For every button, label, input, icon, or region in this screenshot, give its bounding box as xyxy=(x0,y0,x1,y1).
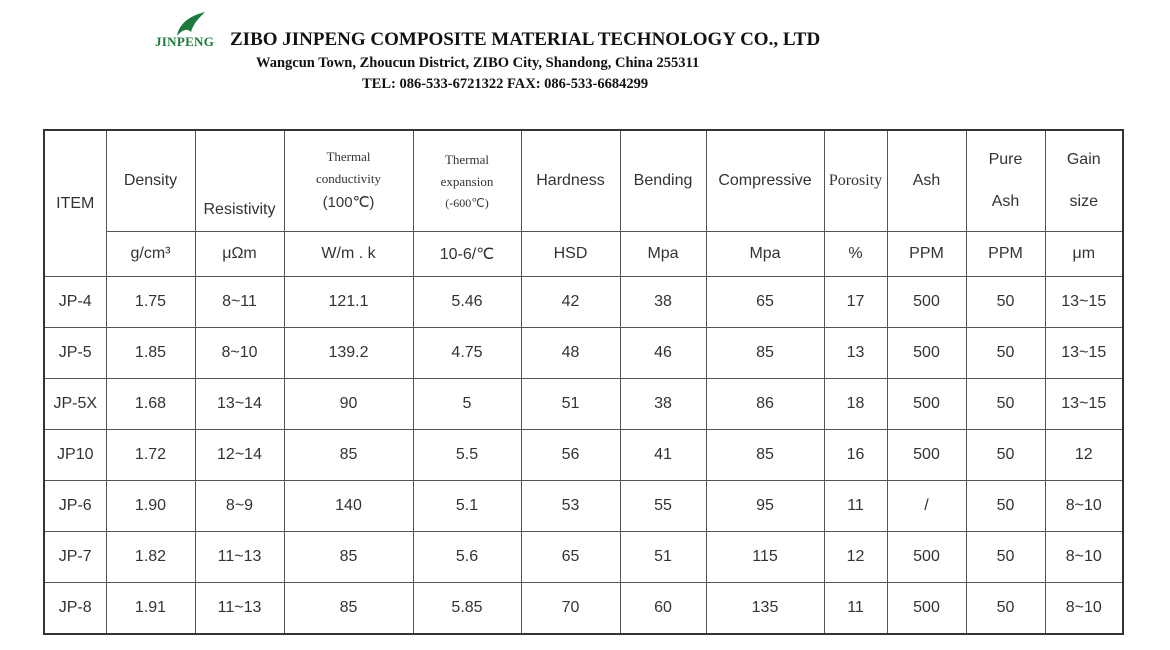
table-cell: 85 xyxy=(284,583,413,635)
item-cell: JP-7 xyxy=(44,532,106,583)
table-cell: 50 xyxy=(966,430,1045,481)
table-cell: 13~14 xyxy=(195,379,284,430)
table-cell: 50 xyxy=(966,379,1045,430)
table-cell: 121.1 xyxy=(284,277,413,328)
header-ash: Ash xyxy=(887,130,966,232)
header-density: Density xyxy=(106,130,195,232)
table-cell: 17 xyxy=(824,277,887,328)
table-cell: 53 xyxy=(521,481,620,532)
company-contact: TEL: 086-533-6721322 FAX: 086-533-6684299 xyxy=(362,76,649,92)
table-cell: 8~11 xyxy=(195,277,284,328)
table-cell: 70 xyxy=(521,583,620,635)
company-name: ZIBO JINPENG COMPOSITE MATERIAL TECHNOLOGY CO., LTD xyxy=(230,29,821,50)
table-cell: 51 xyxy=(620,532,706,583)
item-cell: JP10 xyxy=(44,430,106,481)
table-row xyxy=(44,328,1123,379)
table-cell: 4.75 xyxy=(413,328,521,379)
company-address: Wangcun Town, Zhoucun District, ZIBO City, Shandong, China 255311 xyxy=(256,55,700,71)
item-cell: JP-6 xyxy=(44,481,106,532)
table-cell: 140 xyxy=(284,481,413,532)
table-cell: 5.46 xyxy=(413,277,521,328)
table-cell: 12 xyxy=(1045,430,1123,481)
table-cell: 11~13 xyxy=(195,532,284,583)
table-row xyxy=(44,277,1123,328)
table-cell: 41 xyxy=(620,430,706,481)
table-cell: 500 xyxy=(887,379,966,430)
table-cell: 65 xyxy=(521,532,620,583)
unit-cell: μΩm xyxy=(195,232,284,277)
unit-cell: PPM xyxy=(966,232,1045,277)
item-cell: JP-4 xyxy=(44,277,106,328)
table-cell: 1.85 xyxy=(106,328,195,379)
table-cell: 8~10 xyxy=(1045,481,1123,532)
table-cell: 135 xyxy=(706,583,824,635)
table-cell: 500 xyxy=(887,328,966,379)
table-cell: 55 xyxy=(620,481,706,532)
unit-cell: 10-6/℃ xyxy=(413,232,521,277)
unit-cell: W/m . k xyxy=(284,232,413,277)
table-cell: 12~14 xyxy=(195,430,284,481)
table-cell: 1.68 xyxy=(106,379,195,430)
table-cell: 65 xyxy=(706,277,824,328)
table-cell: 13~15 xyxy=(1045,277,1123,328)
table-cell: 1.82 xyxy=(106,532,195,583)
header-pure-ash: Pure Ash xyxy=(966,130,1045,232)
table-cell: 38 xyxy=(620,379,706,430)
logo-text: JINPENG xyxy=(155,34,215,49)
table-cell: 50 xyxy=(966,532,1045,583)
table-cell: 13~15 xyxy=(1045,328,1123,379)
spec-table xyxy=(43,129,1124,635)
table-cell: 11~13 xyxy=(195,583,284,635)
header-hardness: Hardness xyxy=(521,130,620,232)
table-cell: 13 xyxy=(824,328,887,379)
table-cell: 5.6 xyxy=(413,532,521,583)
table-cell: 8~9 xyxy=(195,481,284,532)
table-cell: 115 xyxy=(706,532,824,583)
table-cell: 11 xyxy=(824,583,887,635)
unit-cell: Mpa xyxy=(620,232,706,277)
table-cell: 500 xyxy=(887,532,966,583)
table-cell: 8~10 xyxy=(1045,532,1123,583)
table-cell: 8~10 xyxy=(195,328,284,379)
header-row xyxy=(44,130,1123,232)
table-cell: 1.91 xyxy=(106,583,195,635)
unit-cell: g/cm³ xyxy=(106,232,195,277)
table-cell: 1.75 xyxy=(106,277,195,328)
table-cell: 90 xyxy=(284,379,413,430)
table-cell: 42 xyxy=(521,277,620,328)
header-porosity: Porosity xyxy=(824,130,887,232)
header-thermal-expansion: Thermal expansion (-600℃) xyxy=(413,130,521,232)
unit-cell: HSD xyxy=(521,232,620,277)
table-cell: 95 xyxy=(706,481,824,532)
table-cell: 11 xyxy=(824,481,887,532)
table-cell: 500 xyxy=(887,583,966,635)
header-compressive: Compressive xyxy=(706,130,824,232)
table-cell: 16 xyxy=(824,430,887,481)
unit-cell: Mpa xyxy=(706,232,824,277)
unit-cell: % xyxy=(824,232,887,277)
table-cell: 38 xyxy=(620,277,706,328)
unit-cell: μm xyxy=(1045,232,1123,277)
table-cell: 85 xyxy=(706,430,824,481)
table-cell: 5 xyxy=(413,379,521,430)
table-cell: 5.5 xyxy=(413,430,521,481)
header-item: ITEM xyxy=(44,130,106,277)
table-cell: 18 xyxy=(824,379,887,430)
table-cell: / xyxy=(887,481,966,532)
company-logo xyxy=(155,10,225,50)
letterhead xyxy=(0,0,1170,110)
table-row xyxy=(44,430,1123,481)
header-resistivity: Resistivity xyxy=(195,130,284,232)
item-cell: JP-5 xyxy=(44,328,106,379)
header-bending: Bending xyxy=(620,130,706,232)
table-cell: 13~15 xyxy=(1045,379,1123,430)
table-cell: 46 xyxy=(620,328,706,379)
table-cell: 50 xyxy=(966,277,1045,328)
table-cell: 51 xyxy=(521,379,620,430)
item-cell: JP-5X xyxy=(44,379,106,430)
table-cell: 60 xyxy=(620,583,706,635)
table-row xyxy=(44,379,1123,430)
unit-cell: PPM xyxy=(887,232,966,277)
table-cell: 85 xyxy=(284,430,413,481)
table-cell: 8~10 xyxy=(1045,583,1123,635)
table-cell: 50 xyxy=(966,583,1045,635)
table-cell: 5.85 xyxy=(413,583,521,635)
table-row xyxy=(44,532,1123,583)
table-cell: 500 xyxy=(887,430,966,481)
table-cell: 86 xyxy=(706,379,824,430)
table-cell: 12 xyxy=(824,532,887,583)
table-cell: 500 xyxy=(887,277,966,328)
table-cell: 85 xyxy=(706,328,824,379)
table-cell: 85 xyxy=(284,532,413,583)
item-cell: JP-8 xyxy=(44,583,106,635)
table-cell: 50 xyxy=(966,481,1045,532)
table-row xyxy=(44,481,1123,532)
header-thermal-conductivity: Thermal conductivity (100℃) xyxy=(284,130,413,232)
table-row xyxy=(44,583,1123,635)
table-cell: 139.2 xyxy=(284,328,413,379)
table-cell: 50 xyxy=(966,328,1045,379)
table-cell: 1.90 xyxy=(106,481,195,532)
header-gain-size: Gain size xyxy=(1045,130,1123,232)
units-row xyxy=(44,232,1123,277)
table-cell: 1.72 xyxy=(106,430,195,481)
table-cell: 5.1 xyxy=(413,481,521,532)
table-cell: 48 xyxy=(521,328,620,379)
table-cell: 56 xyxy=(521,430,620,481)
